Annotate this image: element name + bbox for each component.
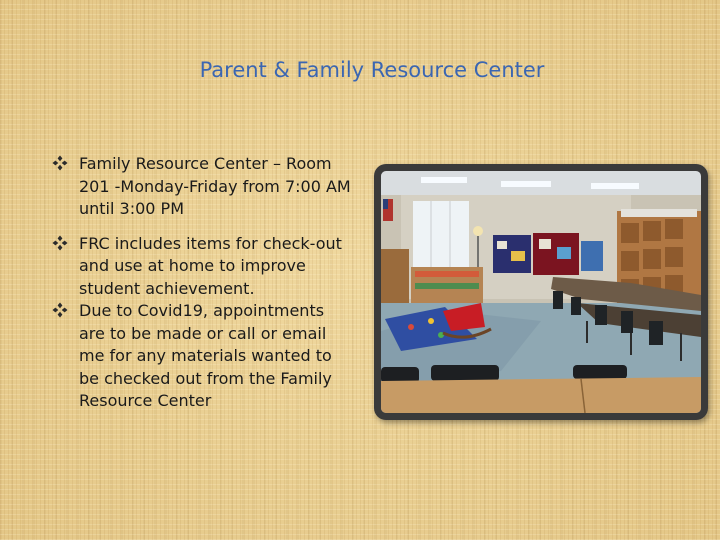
classroom-photo <box>381 171 701 413</box>
bullet-text: Family Resource Center – Room 201 -Monday-Friday from 7:00 AM until 3:00 PM <box>79 154 351 218</box>
bullet-item-checkout <box>52 233 352 301</box>
classroom-photo-frame <box>374 164 708 420</box>
bullet-item-hours <box>52 153 352 221</box>
diamond-bullet-icon <box>52 155 68 171</box>
bullet-list <box>52 153 352 413</box>
bullet-item-covid <box>52 300 352 413</box>
slide-title: Parent & Family Resource Center <box>199 58 545 82</box>
bullet-text: FRC includes items for check-out and use at home to improve student achievement. <box>79 233 342 298</box>
diamond-bullet-icon <box>52 235 68 251</box>
diamond-bullet-icon <box>52 302 68 318</box>
bullet-text: Due to Covid19, appointments are to be made or call or email me for any materials wanted to be checked out from the Family Resource Center <box>79 301 332 410</box>
